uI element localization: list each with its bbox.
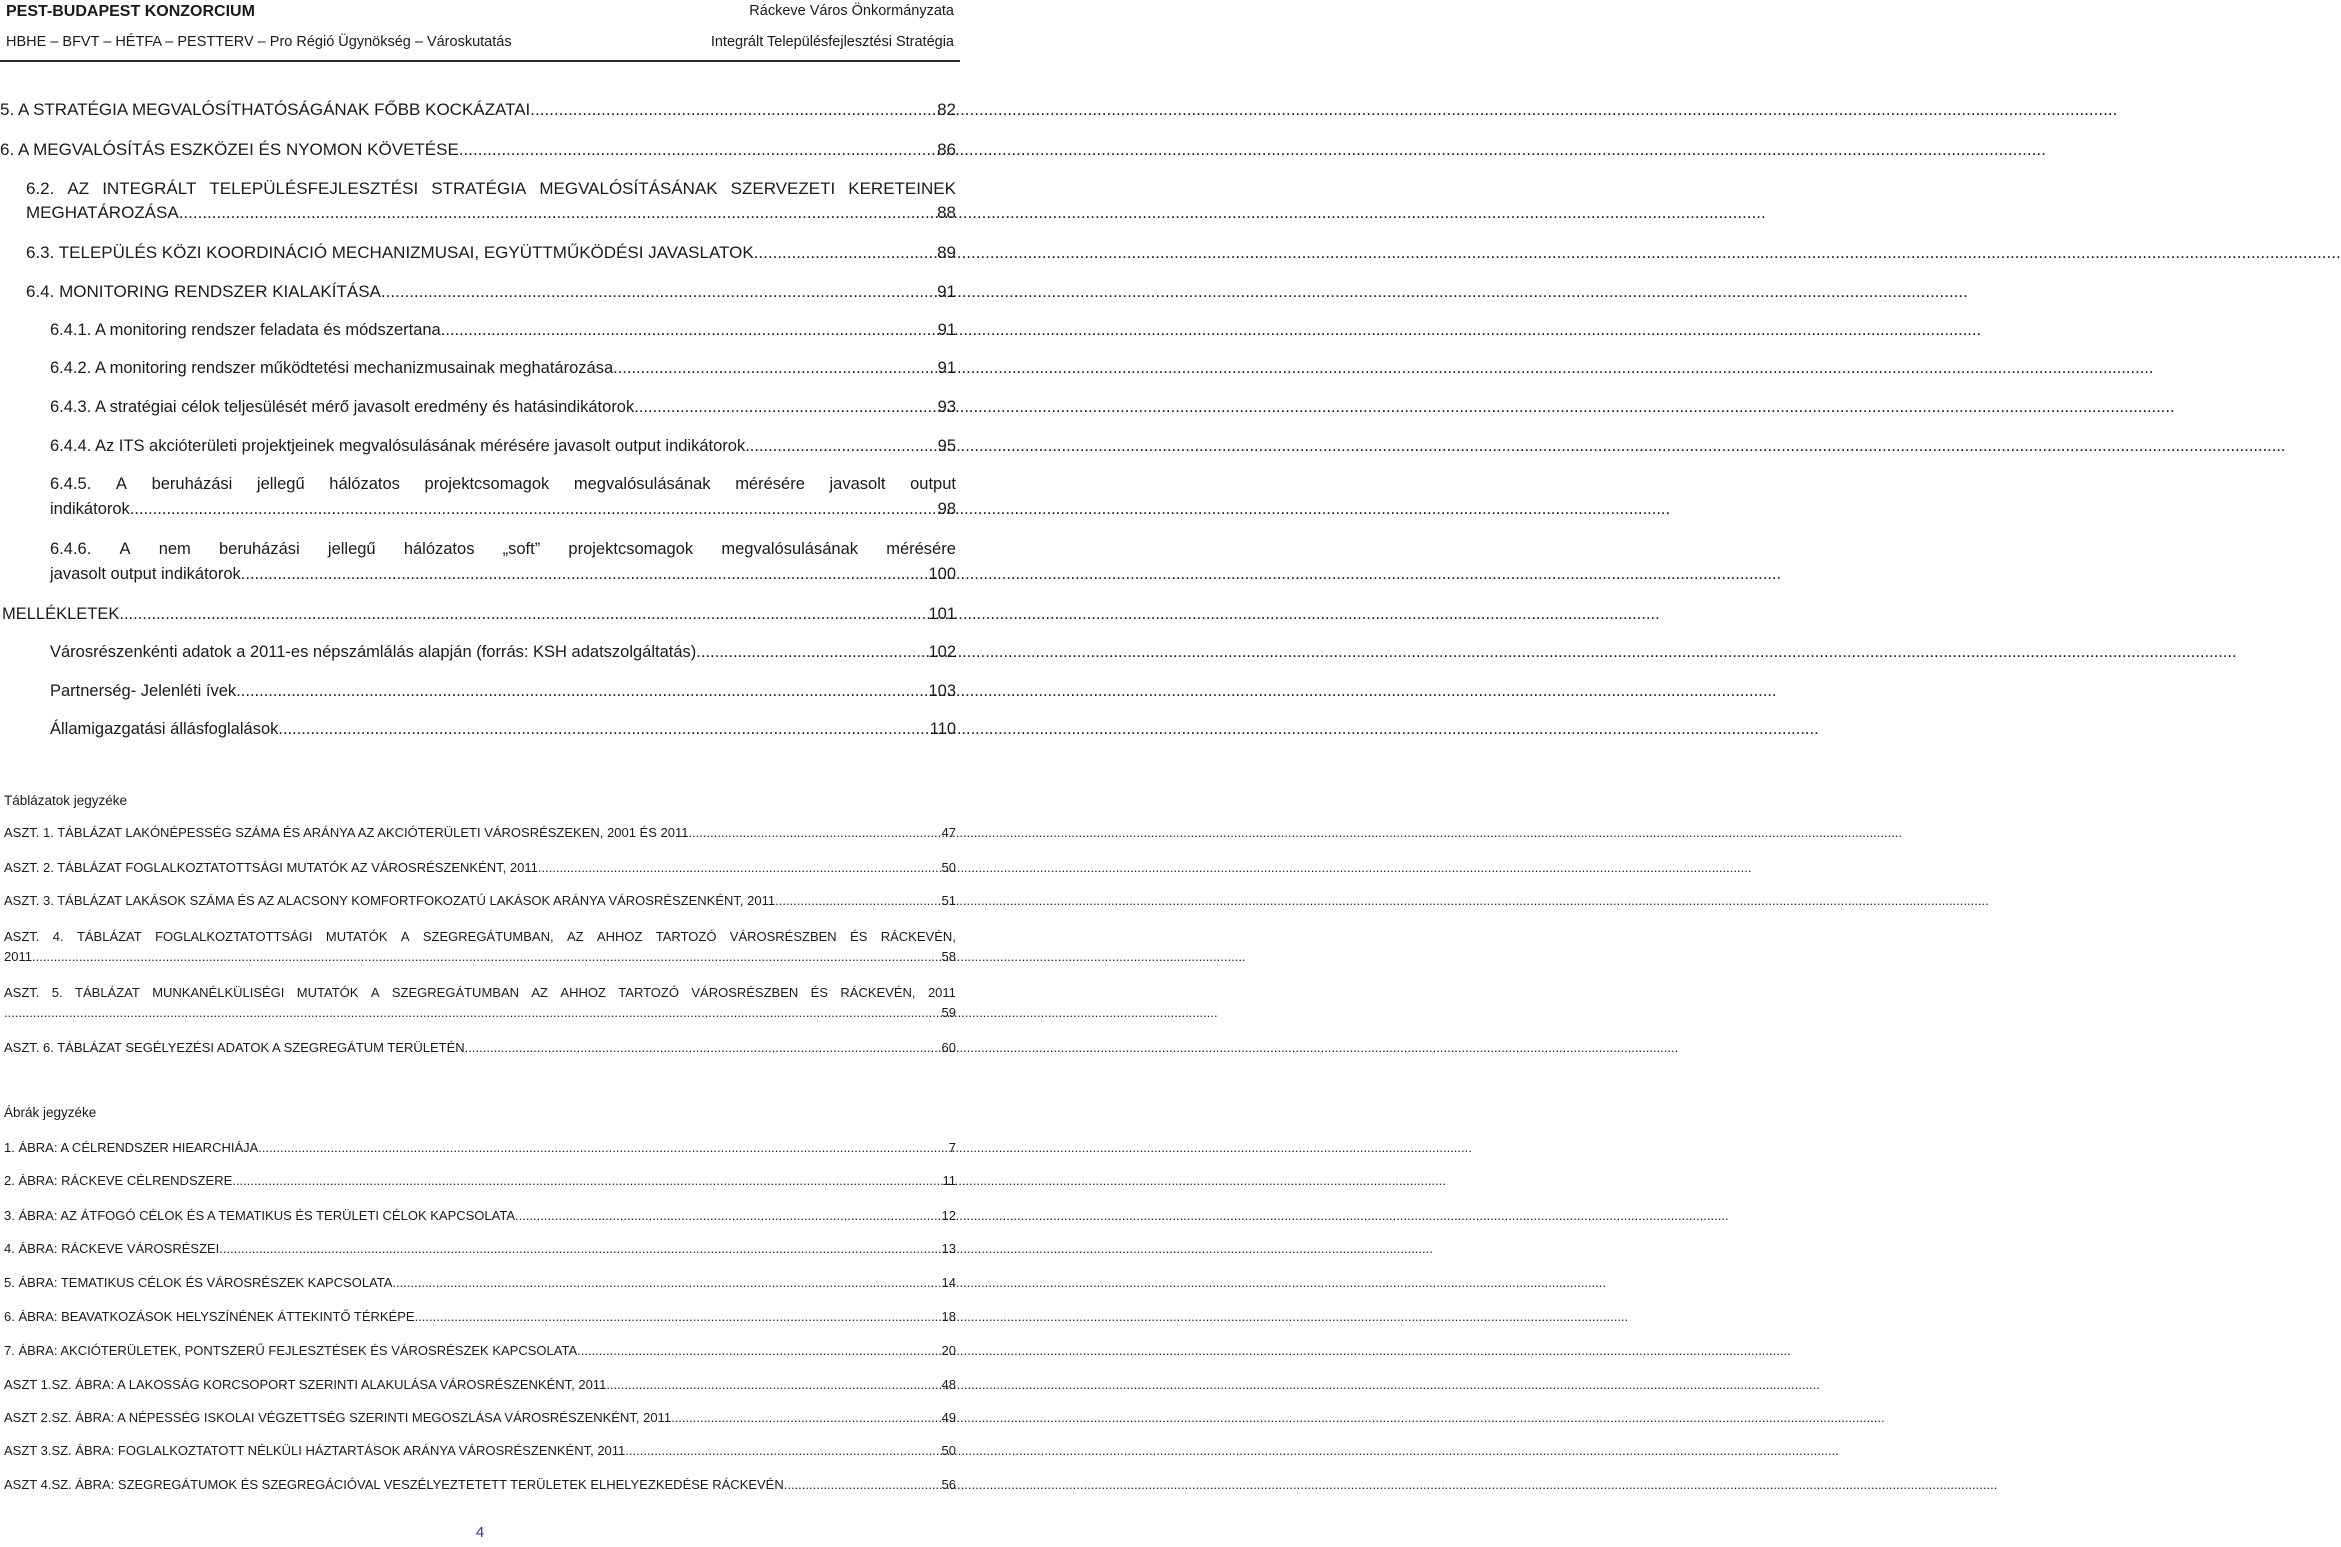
toc-leader <box>415 1309 940 1324</box>
toc-leader <box>392 1275 939 1290</box>
toc-entry[interactable] <box>50 475 956 519</box>
page-number: 4 <box>475 1524 485 1541</box>
justified-word: 6.4.5. <box>50 475 92 493</box>
justified-word: TÁBLÁZAT <box>75 985 140 1000</box>
table-list-entry[interactable] <box>4 929 956 964</box>
justified-word: TARTOZÓ <box>655 929 717 944</box>
figure-entry-label: 6. ÁBRA: BEAVATKOZÁSOK HELYSZÍNÉNEK ÁTTEKINTŐ TÉRKÉPE <box>4 1309 415 1324</box>
figure-entry-label: ASZT 2.SZ. ÁBRA: A NÉPESSÉG ISKOLAI VÉGZETTSÉG SZERINTI MEGOSZLÁSA VÁROSRÉSZENKÉNT, 2011 <box>4 1410 672 1425</box>
table-entry-line2 <box>4 1005 956 1020</box>
toc-leader <box>179 203 935 223</box>
toc-leader <box>754 243 935 263</box>
table-list-entry[interactable] <box>4 1040 956 1055</box>
table-list-entry[interactable] <box>4 825 956 840</box>
header-org: PEST-BUDAPEST KONZORCIUM <box>6 3 255 20</box>
figure-entry-page: 13 <box>941 1241 956 1256</box>
figure-entry-label: 5. ÁBRA: TEMATIKUS CÉLOK ÉS VÁROSRÉSZEK KAPCSOLATA <box>4 1275 393 1290</box>
toc-leader <box>232 1173 940 1188</box>
table-entry-label: ASZT. 2. TÁBLÁZAT FOGLALKOZTATOTTSÁGI MUTATÓK AZ VÁROSRÉSZENKÉNT, 2011 <box>4 860 538 875</box>
toc-leader <box>381 282 935 302</box>
table-entry-page: 50 <box>941 860 956 875</box>
figure-entry-label: 7. ÁBRA: AKCIÓTERÜLETEK, PONTSZERŰ FEJLESZTÉSEK ÉS VÁROSRÉSZEK KAPCSOLATA <box>4 1343 578 1358</box>
toc-entry[interactable] <box>50 682 956 701</box>
figure-entry-page: 48 <box>941 1377 956 1392</box>
justified-word: ÉS <box>850 929 868 944</box>
toc-entry-page: 95 <box>937 437 956 455</box>
toc-entry-label: indikátorok <box>50 500 130 518</box>
table-entry-label: ASZT. 3. TÁBLÁZAT LAKÁSOK SZÁMA ÉS AZ ALACSONY KOMFORTFOKOZATÚ LAKÁSOK ARÁNYA VÁROSRÉSZENKÉNT, 2011 <box>4 893 776 908</box>
figure-entry-page: 14 <box>941 1275 956 1290</box>
justified-word: 6.2. <box>26 179 55 198</box>
figure-list-entry[interactable] <box>4 1410 956 1425</box>
toc-entry[interactable] <box>0 100 956 120</box>
toc-entry-page: 102 <box>928 643 956 661</box>
toc-entry[interactable] <box>2 605 956 624</box>
table-entry-line1 <box>4 929 956 944</box>
justified-word: hálózatos <box>403 540 475 558</box>
justified-word: SZEGREGÁTUMBAN <box>391 985 519 1000</box>
toc-leader <box>4 1005 940 1020</box>
justified-word: VÁROSRÉSZBEN <box>691 985 799 1000</box>
justified-word: AHHOZ <box>560 985 606 1000</box>
figure-list-entry[interactable] <box>4 1275 956 1290</box>
toc-entry-label: MELLÉKLETEK <box>2 605 120 623</box>
justified-word: megvalósulásának <box>573 475 711 493</box>
justified-word: ÉS <box>810 985 829 1000</box>
figure-entry-label: ASZT 1.SZ. ÁBRA: A LAKOSSÁG KORCSOPORT SZERINTI ALAKULÁSA VÁROSRÉSZENKÉNT, 2011 <box>4 1377 607 1392</box>
header-city: Ráckeve Város Önkormányzata <box>749 3 954 19</box>
justified-word: TELEPÜLÉSFEJLESZTÉSI <box>209 179 419 198</box>
justified-word: SZEGREGÁTUMBAN, <box>422 929 554 944</box>
justified-word: RÁCKEVÉN, <box>880 929 956 944</box>
toc-leader <box>745 437 935 456</box>
toc-entry[interactable] <box>50 359 956 378</box>
toc-leader <box>784 1477 940 1492</box>
justified-word: RÁCKEVÉN, <box>840 985 916 1000</box>
toc-entry-page: 93 <box>937 398 956 416</box>
justified-word: A <box>400 929 410 944</box>
toc-entry-line2 <box>26 203 956 223</box>
table-entry-label: ASZT. 6. TÁBLÁZAT SEGÉLYEZÉSI ADATOK A SZEGREGÁTUM TERÜLETÉN <box>4 1040 465 1055</box>
toc-entry-page: 110 <box>929 720 956 738</box>
figure-entry-page: 11 <box>942 1173 956 1188</box>
header-row-bottom <box>6 34 954 50</box>
figure-entry-label: 2. ÁBRA: RÁCKEVE CÉLRENDSZERE <box>4 1173 233 1188</box>
justified-word: mérésére <box>886 540 956 558</box>
toc-entry-label: 6. A MEGVALÓSÍTÁS ESZKÖZEI ÉS NYOMON KÖVETÉSE <box>0 140 459 159</box>
toc-entry[interactable] <box>50 398 956 417</box>
justified-word: projektcsomagok <box>424 475 550 493</box>
toc-leader <box>130 500 936 519</box>
justified-word: AZ <box>566 929 584 944</box>
toc-entry-label: Partnerség- Jelenléti ívek <box>50 682 237 700</box>
justified-word: beruházási <box>151 475 233 493</box>
toc-entry-page: 98 <box>937 500 956 518</box>
justified-word: STRATÉGIA <box>431 179 527 198</box>
toc-entry-line1 <box>26 179 956 199</box>
figure-entry-page: 7 <box>948 1140 956 1155</box>
toc-leader <box>219 1241 939 1256</box>
toc-leader <box>441 321 936 340</box>
table-entry-page: 59 <box>941 1005 956 1020</box>
table-entry-label: 2011 <box>4 949 32 964</box>
toc-entry-line1 <box>50 540 956 559</box>
justified-word: megvalósulásának <box>721 540 859 558</box>
justified-word: output <box>910 475 956 493</box>
toc-entry-label: javasolt output indikátorok <box>50 565 241 583</box>
figure-entry-label: 1. ÁBRA: A CÉLRENDSZER HIEARCHIÁJA <box>4 1140 259 1155</box>
toc-entry-page: 88 <box>937 203 956 222</box>
figure-entry-label: 4. ÁBRA: RÁCKEVE VÁROSRÉSZEI <box>4 1241 220 1256</box>
toc-entry[interactable] <box>50 643 956 662</box>
justified-word: INTEGRÁLT <box>102 179 197 198</box>
figure-list-entry[interactable] <box>4 1173 956 1188</box>
table-entry-page: 58 <box>941 949 956 964</box>
justified-word: A <box>370 985 380 1000</box>
justified-word: ASZT. <box>4 929 40 944</box>
figure-list-entry[interactable] <box>4 1443 956 1458</box>
toc-leader <box>530 100 935 120</box>
toc-entry-page: 91 <box>937 282 956 301</box>
toc-entry-label: 6.4. MONITORING RENDSZER KIALAKÍTÁSA <box>26 282 381 301</box>
toc-entry-label: MEGHATÁROZÁSA <box>26 203 179 222</box>
figure-entry-page: 18 <box>941 1309 956 1324</box>
toc-entry-page: 86 <box>937 140 956 159</box>
justified-word: mérésére <box>735 475 805 493</box>
toc-entry-label: 6.4.3. A stratégiai célok teljesülését mérő javasolt eredmény és hatásindikátorok <box>50 398 635 416</box>
figure-list-entry[interactable] <box>4 1140 956 1155</box>
toc-entry[interactable] <box>26 282 956 302</box>
toc-leader <box>32 949 940 964</box>
toc-entry-label: 6.4.4. Az ITS akcióterületi projektjeinek megvalósulásának mérésére javasolt output indikátorok <box>50 437 746 455</box>
justified-word: MUNKANÉLKÜLISÉGI <box>152 985 285 1000</box>
toc-leader <box>278 720 927 739</box>
table-entry-page: 60 <box>941 1040 956 1055</box>
toc-leader <box>119 605 926 624</box>
toc-entry[interactable] <box>0 140 956 160</box>
toc-entry-line1 <box>50 475 956 494</box>
toc-entry-page: 103 <box>928 682 956 700</box>
justified-word: AZ <box>531 985 549 1000</box>
justified-word: TARTOZÓ <box>618 985 679 1000</box>
figure-entry-label: 3. ÁBRA: AZ ÁTFOGÓ CÉLOK ÉS A TEMATIKUS ÉS TERÜLETI CÉLOK KAPCSOLATA <box>4 1208 515 1223</box>
toc-entry-page: 101 <box>928 605 956 623</box>
justified-word: nem <box>158 540 191 558</box>
figures-list-title: Ábrák jegyzéke <box>4 1105 97 1120</box>
toc-entry-page: 91 <box>937 359 956 377</box>
toc-entry-line2 <box>50 565 956 584</box>
justified-word: jellegű <box>327 540 376 558</box>
justified-word: AHHOZ <box>596 929 643 944</box>
toc-entry-label: 5. A STRATÉGIA MEGVALÓSÍTHATÓSÁGÁNAK FŐBB KOCKÁZATAI <box>0 100 531 119</box>
toc-leader <box>625 1443 939 1458</box>
toc-leader <box>634 398 935 417</box>
toc-entry-page: 100 <box>928 565 956 583</box>
toc-leader <box>606 1377 939 1392</box>
table-entry-page: 47 <box>941 825 956 840</box>
table-entry-line1 <box>4 985 956 1000</box>
toc-leader <box>538 860 940 875</box>
toc-entry-label: Városrészenkénti adatok a 2011-es népszámlálás alapján (forrás: KSH adatszolgáltatás) <box>50 643 697 661</box>
toc-leader <box>613 359 936 378</box>
toc-entry[interactable] <box>50 321 956 340</box>
justified-word: MUTATÓK <box>296 985 359 1000</box>
toc-leader <box>671 1410 939 1425</box>
figure-list-entry[interactable] <box>4 1208 956 1223</box>
toc-entry[interactable] <box>26 179 956 223</box>
toc-entry[interactable] <box>26 243 956 263</box>
figure-list-entry[interactable] <box>4 1377 956 1392</box>
justified-word: hálózatos <box>329 475 400 493</box>
table-list-entry[interactable] <box>4 860 956 875</box>
justified-word: A <box>115 475 127 493</box>
figure-entry-label: ASZT 4.SZ. ÁBRA: SZEGREGÁTUMOK ÉS SZEGREGÁCIÓVAL VESZÉLYEZTETETT TERÜLETEK ELHELYEZKEDÉSE RÁCKEVÉN <box>4 1477 784 1492</box>
justified-word: VÁROSRÉSZBEN <box>729 929 837 944</box>
toc-leader <box>696 643 926 662</box>
justified-word: AZ <box>67 179 90 198</box>
justified-word: SZERVEZETI <box>730 179 836 198</box>
justified-word: 5. <box>51 985 63 1000</box>
table-entry-page: 51 <box>941 893 956 908</box>
figure-entry-page: 20 <box>941 1343 956 1358</box>
toc-entry-label: 6.3. TELEPÜLÉS KÖZI KOORDINÁCIÓ MECHANIZMUSAI, EGYÜTTMŰKÖDÉSI JAVASLATOK <box>26 243 754 262</box>
toc-leader <box>577 1343 939 1358</box>
justified-word: jellegű <box>256 475 305 493</box>
header-row-top <box>6 3 954 21</box>
justified-word: ASZT. <box>4 985 40 1000</box>
justified-word: projektcsomagok <box>568 540 694 558</box>
toc-entry-label: Államigazgatási állásfoglalások <box>50 720 279 738</box>
toc-entry-page: 82 <box>937 100 956 119</box>
toc-entry-page: 89 <box>937 243 956 262</box>
toc-entry-page: 91 <box>937 321 956 339</box>
page-header <box>0 0 960 62</box>
figure-entry-label: ASZT 3.SZ. ÁBRA: FOGLALKOZTATOTT NÉLKÜLI HÁZTARTÁSOK ARÁNYA VÁROSRÉSZENKÉNT, 2011 <box>4 1443 626 1458</box>
figure-entry-page: 50 <box>941 1443 956 1458</box>
toc-leader <box>236 682 926 701</box>
toc-leader <box>459 140 935 160</box>
justified-word: MEGVALÓSÍTÁSÁNAK <box>539 179 718 198</box>
justified-word: KERETEINEK <box>848 179 956 198</box>
tables-list-title: Táblázatok jegyzéke <box>4 793 128 808</box>
justified-word: 6.4.6. <box>50 540 92 558</box>
figure-list-entry[interactable] <box>4 1343 956 1358</box>
table-list-entry[interactable] <box>4 985 956 1020</box>
table-entry-label: ASZT. 1. TÁBLÁZAT LAKÓNÉPESSÉG SZÁMA ÉS ARÁNYA AZ AKCIÓTERÜLETI VÁROSRÉSZEKEN, 2001 ÉS 2011 <box>4 825 689 840</box>
figure-list-entry[interactable] <box>4 1241 956 1256</box>
header-doc-title: Integrált Településfejlesztési Stratégia <box>710 34 954 50</box>
justified-word: FOGLALKOZTATOTTSÁGI <box>155 929 313 944</box>
table-entry-line2 <box>4 949 956 964</box>
figure-list-entry[interactable] <box>4 1477 956 1492</box>
toc-leader <box>241 565 927 584</box>
figure-entry-page: 12 <box>941 1208 956 1223</box>
figure-entry-page: 49 <box>941 1410 956 1425</box>
toc-entry[interactable] <box>50 540 956 584</box>
header-partners: HBHE – BFVT – HÉTFA – PESTTERV – Pro Régió Ügynökség – Városkutatás <box>6 34 512 50</box>
justified-word: A <box>119 540 131 558</box>
toc-entry-label: 6.4.1. A monitoring rendszer feladata és módszertana <box>50 321 441 339</box>
justified-word: „soft” <box>502 540 541 558</box>
justified-word: 2011 <box>927 985 956 1000</box>
justified-word: 4. <box>52 929 64 944</box>
toc-entry-label: 6.4.2. A monitoring rendszer működtetési mechanizmusainak meghatározása <box>50 359 614 377</box>
toc-leader <box>258 1140 946 1155</box>
toc-entry[interactable] <box>50 720 956 739</box>
toc-leader <box>775 893 939 908</box>
toc-leader <box>465 1040 940 1055</box>
justified-word: MUTATÓK <box>325 929 388 944</box>
toc-entry[interactable] <box>50 437 956 456</box>
toc-leader <box>515 1208 940 1223</box>
toc-leader <box>688 825 939 840</box>
justified-word: TÁBLÁZAT <box>76 929 142 944</box>
header-divider <box>0 60 960 62</box>
figure-entry-page: 56 <box>941 1477 956 1492</box>
justified-word: javasolt <box>829 475 886 493</box>
justified-word: beruházási <box>218 540 300 558</box>
toc-entry-line2 <box>50 500 956 519</box>
table-list-entry[interactable] <box>4 893 956 908</box>
figure-list-entry[interactable] <box>4 1309 956 1324</box>
